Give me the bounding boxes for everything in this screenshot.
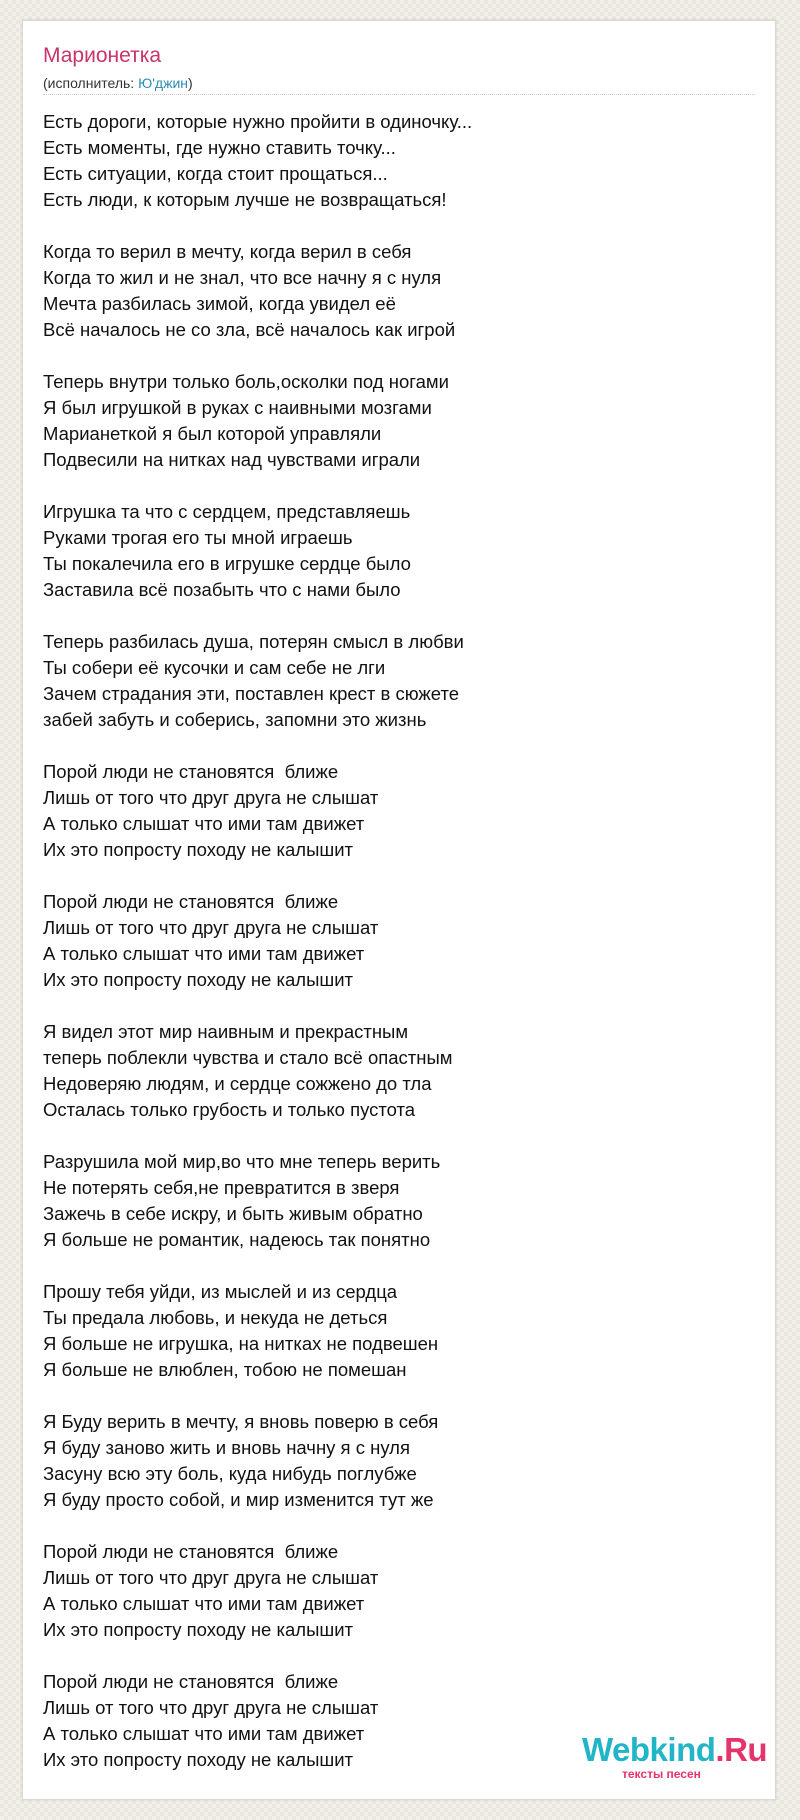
performer-line	[43, 74, 193, 92]
lyric-line: Когда то верил в мечту, когда верил в себя	[43, 241, 412, 262]
lyric-line: А только слышат что ими там движет	[43, 943, 365, 964]
lyric-line: Недоверяю людям, и сердце сожжено до тла	[43, 1073, 432, 1094]
lyric-stanza	[43, 1539, 743, 1643]
lyric-stanza	[43, 629, 743, 733]
lyric-line: Их это попросту походу не калышит	[43, 1619, 354, 1640]
lyrics-card	[22, 20, 776, 1800]
song-title: Марионетка	[43, 44, 162, 67]
lyrics-body	[43, 109, 743, 1799]
lyric-line: Руками трогая его ты мной играешь	[43, 527, 353, 548]
lyric-stanza	[43, 1279, 743, 1383]
lyric-stanza	[43, 109, 743, 213]
lyric-line: Порой люди не становятся ближе	[43, 1671, 339, 1692]
lyric-line: А только слышат что ими там движет	[43, 1593, 365, 1614]
lyric-line: Я буду заново жить и вновь начну я с нуля	[43, 1437, 410, 1458]
lyric-line: Есть моменты, где нужно ставить точку...	[43, 137, 396, 158]
lyric-line: Мечта разбилась зимой, когда увидел её	[43, 293, 396, 314]
lyric-line: Есть люди, к которым лучше не возвращаться!	[43, 189, 447, 210]
lyric-line: Не потерять себя,не превратится в зверя	[43, 1177, 400, 1198]
lyric-line: Я Буду верить в мечту, я вновь поверю в себя	[43, 1411, 439, 1432]
logo-tld: .Ru	[715, 1731, 768, 1768]
lyric-stanza	[43, 759, 743, 863]
lyric-line: Их это попросту походу не калышит	[43, 839, 354, 860]
logo-tagline: тексты песен	[622, 1767, 701, 1781]
header-divider	[43, 94, 755, 95]
lyric-line: Я буду просто собой, и мир изменится тут же	[43, 1489, 434, 1510]
lyric-line: Порой люди не становятся ближе	[43, 1541, 339, 1562]
lyric-line: Я видел этот мир наивным и прекрастным	[43, 1021, 409, 1042]
lyric-line: Я больше не влюблен, тобою не помешан	[43, 1359, 407, 1380]
lyric-line: Теперь внутри только боль,осколки под ногами	[43, 371, 449, 392]
lyric-line: забей забуть и соберись, запомни это жизнь	[43, 709, 427, 730]
lyric-line: Их это попросту походу не калышит	[43, 1749, 354, 1770]
lyric-stanza	[43, 1019, 743, 1123]
lyric-line: Ты покалечила его в игрушке сердце было	[43, 553, 411, 574]
lyric-line: Засуну всю эту боль, куда нибудь поглубже	[43, 1463, 417, 1484]
lyric-line: Ты предала любовь, и некуда не деться	[43, 1307, 388, 1328]
lyric-line: А только слышат что ими там движет	[43, 1723, 365, 1744]
lyric-line: теперь поблекли чувства и стало всё опастным	[43, 1047, 453, 1068]
lyric-line: Лишь от того что друг друга не слышат	[43, 1567, 379, 1588]
lyric-line: Есть ситуации, когда стоит прощаться...	[43, 163, 388, 184]
lyric-stanza	[43, 499, 743, 603]
performer-prefix: (исполнитель:	[43, 75, 139, 91]
lyric-line: Я был игрушкой в руках с наивными мозгами	[43, 397, 432, 418]
logo-wordmark	[582, 1730, 767, 1770]
lyric-line: Разрушила мой мир,во что мне теперь верить	[43, 1151, 441, 1172]
performer-suffix: )	[188, 75, 193, 91]
lyric-stanza	[43, 889, 743, 993]
lyric-line: Лишь от того что друг друга не слышат	[43, 917, 379, 938]
lyric-line: А только слышат что ими там движет	[43, 813, 365, 834]
lyric-line: Прошу тебя уйди, из мыслей и из сердца	[43, 1281, 398, 1302]
lyric-stanza	[43, 1409, 743, 1513]
lyric-line: Есть дороги, которые нужно пройити в одиночку...	[43, 111, 473, 132]
lyric-line: Игрушка та что с сердцем, представляешь	[43, 501, 411, 522]
lyric-line: Подвесили на нитках над чувствами играли	[43, 449, 421, 470]
lyric-line: Теперь разбилась душа, потерян смысл в любви	[43, 631, 464, 652]
lyric-line: Порой люди не становятся ближе	[43, 761, 339, 782]
lyric-line: Их это попросту походу не калышит	[43, 969, 354, 990]
lyric-line: Зачем страдания эти, поставлен крест в сюжете	[43, 683, 460, 704]
lyric-line: Я больше не игрушка, на нитках не подвешен	[43, 1333, 439, 1354]
lyric-line: Лишь от того что друг друга не слышат	[43, 1697, 379, 1718]
site-logo[interactable]	[582, 1730, 772, 1784]
lyric-stanza	[43, 369, 743, 473]
lyric-line: Я больше не романтик, надеюсь так понятно	[43, 1229, 431, 1250]
lyric-line: Ты собери её кусочки и сам себе не лги	[43, 657, 386, 678]
lyric-stanza	[43, 239, 743, 343]
logo-word: Webkind	[582, 1731, 716, 1768]
lyric-stanza	[43, 1149, 743, 1253]
performer-link[interactable]: Ю'джин	[138, 75, 188, 91]
lyric-line: Осталась только грубость и только пустота	[43, 1099, 416, 1120]
lyric-line: Всё началось не со зла, всё началось как игрой	[43, 319, 456, 340]
lyric-line: Марианеткой я был которой управляли	[43, 423, 382, 444]
lyric-line: Заставила всё позабыть что с нами было	[43, 579, 401, 600]
lyric-line: Лишь от того что друг друга не слышат	[43, 787, 379, 808]
lyric-line: Зажечь в себе искру, и быть живым обратно	[43, 1203, 423, 1224]
lyric-line: Порой люди не становятся ближе	[43, 891, 339, 912]
lyric-line: Когда то жил и не знал, что все начну я с нуля	[43, 267, 442, 288]
